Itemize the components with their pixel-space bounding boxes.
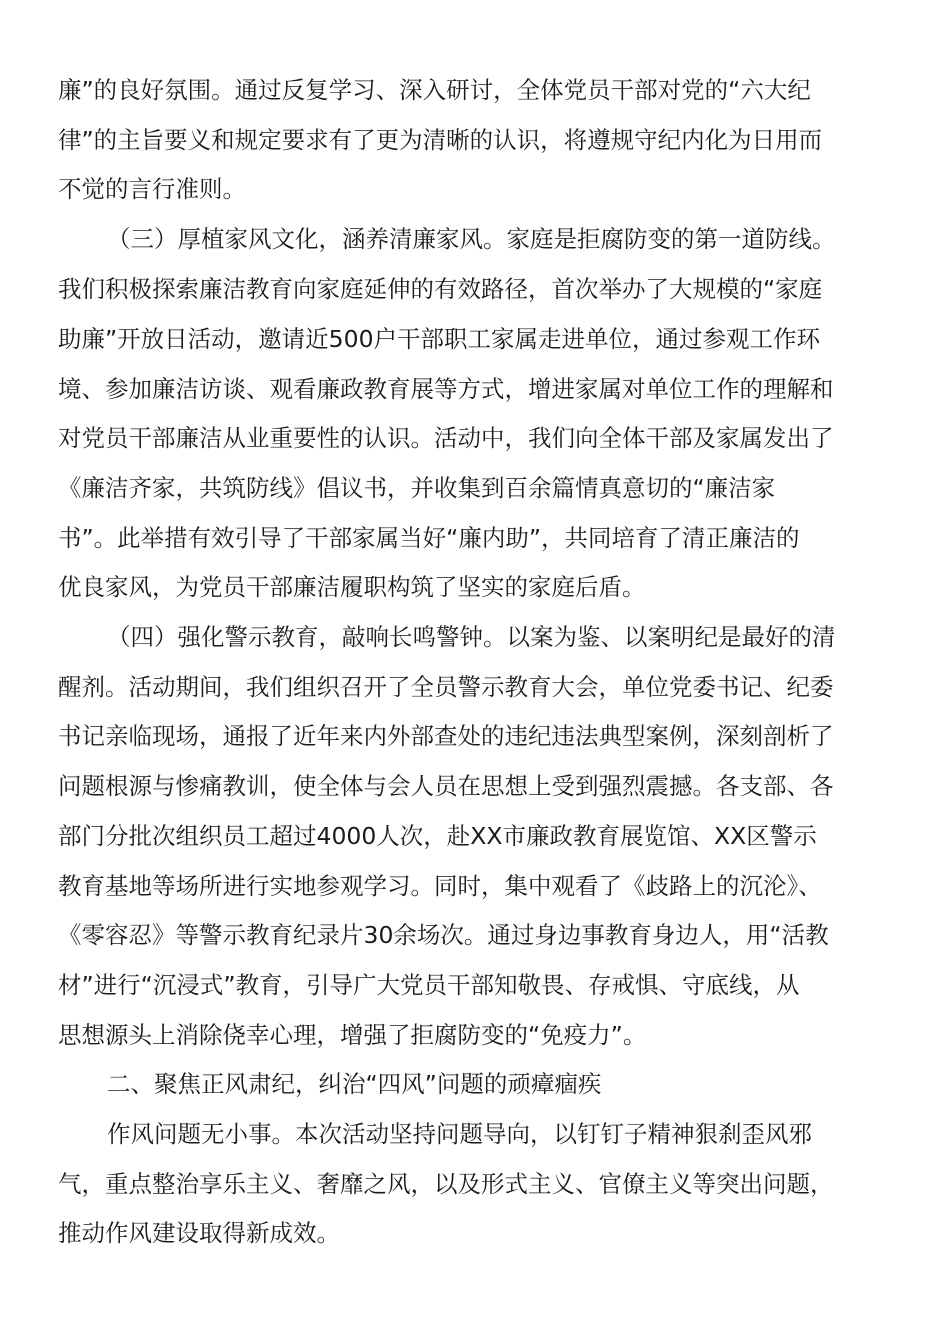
text-line: 对党员干部廉洁从业重要性的认识。活动中，我们向全体干部及家属发出了: [58, 424, 834, 452]
chapter-heading-2: 二、聚焦正风肃纪，纠治“四风”问题的顽瘴痼疾: [107, 1070, 602, 1098]
text-line: 书”。此举措有效引导了干部家属当好“廉内助”，共同培育了清正廉洁的: [58, 524, 800, 552]
text-line: 律”的主旨要义和规定要求有了更为清晰的认识，将遵规守纪内化为日用而: [58, 126, 823, 154]
text-line: 《廉洁齐家，共筑防线》倡议书，并收集到百余篇情真意切的“廉洁家: [58, 474, 776, 502]
text-line: 气，重点整治享乐主义、奢靡之风，以及形式主义、官僚主义等突出问题，: [58, 1170, 834, 1198]
text-line: 材”进行“沉浸式”教育，引导广大党员干部知敬畏、存戒惧、守底线，从: [58, 971, 800, 999]
text-line: 书记亲临现场，通报了近年来内外部查处的违纪违法典型案例，深刻剖析了: [58, 722, 834, 750]
text-line: 我们积极探索廉洁教育向家庭延伸的有效路径，首次举办了大规模的“家庭: [58, 275, 823, 303]
text-line: 境、参加廉洁访谈、观看廉政教育展等方式，增进家属对单位工作的理解和: [58, 375, 834, 403]
text-line: 不觉的言行准则。: [58, 175, 246, 203]
text-line: 推动作风建设取得新成效。: [58, 1219, 340, 1247]
text-line: 作风问题无小事。本次活动坚持问题导向，以钉钉子精神狠刹歪风邪: [107, 1120, 812, 1148]
text-line: 教育基地等场所进行实地参观学习。同时，集中观看了《歧路上的沉沦》、: [58, 872, 822, 900]
text-line: 醒剂。活动期间，我们组织召开了全员警示教育大会，单位党委书记、纪委: [58, 673, 834, 701]
text-line: 优良家风，为党员干部廉洁履职构筑了坚实的家庭后盾。: [58, 573, 646, 601]
section-heading-3: （三）厚植家风文化，涵养清廉家风。家庭是拒腐防变的第一道防线。: [107, 225, 836, 253]
text-line: 问题根源与惨痛教训，使全体与会人员在思想上受到强烈震撼。各支部、各: [58, 772, 834, 800]
text-line: 廉”的良好氛围。通过反复学习、深入研讨，全体党员干部对党的“六大纪: [58, 76, 811, 104]
text-line: 《零容忍》等警示教育纪录片30余场次。通过身边事教育身边人，用“活教: [58, 921, 829, 949]
text-line: 部门分批次组织员工超过4000人次，赴XX市廉政教育展览馆、XX区警示: [58, 822, 817, 850]
text-line: 思想源头上消除侥幸心理，增强了拒腐防变的“免疫力”。: [58, 1021, 647, 1049]
text-line: 助廉”开放日活动，邀请近500户干部职工家属走进单位，通过参观工作环: [58, 325, 821, 353]
section-heading-4: （四）强化警示教育，敲响长鸣警钟。以案为鉴、以案明纪是最好的清: [107, 623, 836, 651]
